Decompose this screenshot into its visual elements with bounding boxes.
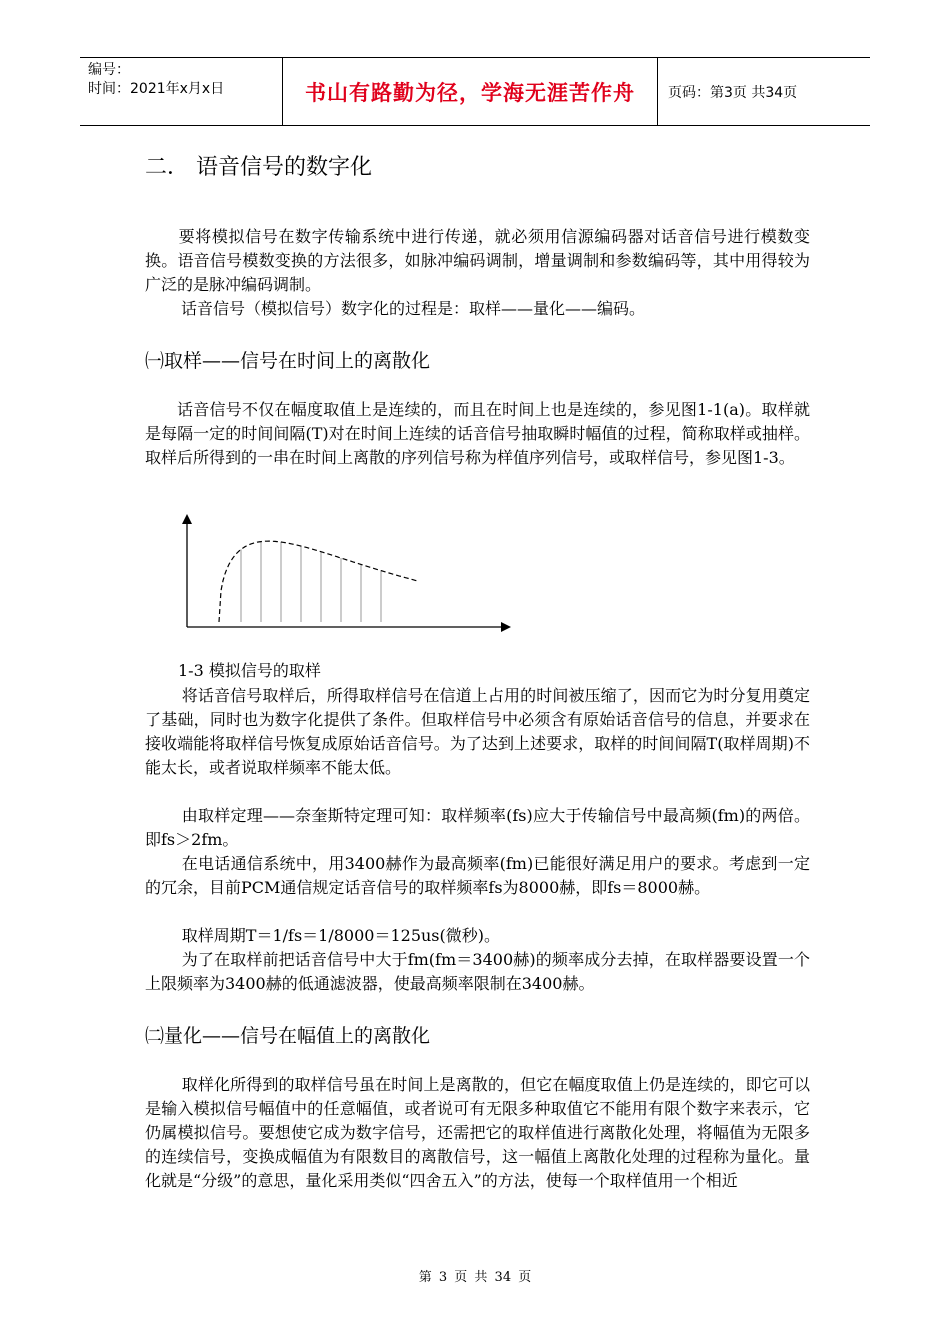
section-title: 二． 语音信号的数字化 xyxy=(145,155,372,180)
sampling-paragraph-2: 将话音信号取样后，所得取样信号在信道上占用的时间被压缩了，因而它为时分复用奠定了基础，同时也为数字化提供了条件。但取样信号中必须含有原始话音信号的信息，并要求在接收端能将取样信号恢复成原始话音信号。为了达到上述要求，取样的时间间隔T(取样周期)不能太长，或者说取样频率不能太低。 xyxy=(145,686,810,777)
time-axis-arrow-icon xyxy=(501,622,511,632)
header-page-info: 页码：第3页 共34页 xyxy=(668,84,798,101)
figure-caption: 1-3 模拟信号的取样 xyxy=(178,661,321,680)
amplitude-axis-arrow-icon xyxy=(182,514,192,524)
analog-signal-curve xyxy=(219,541,419,622)
sampling-paragraph-6: 为了在取样前把话音信号中大于fm(fm＝3400赫)的频率成分去掉，在取样器要设置一个上限频率为3400赫的低通滤波器，使最高频率限制在3400赫。 xyxy=(145,950,810,993)
subsection-title-quantization: ㈡量化——信号在幅值上的离散化 xyxy=(145,1025,431,1047)
header-motto: 书山有路勤为径，学海无涯苦作舟 xyxy=(282,58,658,125)
sampling-figure xyxy=(175,500,520,640)
sampling-paragraph-5: 取样周期T＝1/fs＝1/8000＝125us(微秒)。 xyxy=(181,926,501,945)
page-footer: 第 3 页 共 34 页 xyxy=(418,1270,532,1285)
intro-paragraph-1: 要将模拟信号在数字传输系统中进行传递，就必须用信源编码器对话音信号进行模数变换。语音信号模数变换的方法很多，如脉冲编码调制，增量调制和参数编码等，其中用得较为广泛的是脉冲编码调制。 xyxy=(145,227,810,294)
doc-number-label: 编号： xyxy=(88,62,130,78)
sampling-paragraph-4: 在电话通信系统中，用3400赫作为最高频率(fm)已能很好满足用户的要求。考虑到一定的冗余，目前PCM通信规定话音信号的取样频率fs为8000赫，即fs＝8000赫。 xyxy=(145,854,810,897)
sampling-paragraph-3: 由取样定理——奈奎斯特定理可知：取样频率(fs)应大于传输信号中最高频(fm)的两倍。即fs＞2fm。 xyxy=(145,806,810,849)
page-header xyxy=(80,57,870,126)
sample-lines xyxy=(241,542,381,622)
doc-time-label: 时间：2021年x月x日 xyxy=(88,81,225,97)
sampling-paragraph-1: 话音信号不仅在幅度取值上是连续的，而且在时间上也是连续的，参见图1-1(a)。取样就是每隔一定的时间间隔(T)对在时间上连续的话音信号抽取瞬时幅值的过程，简称取样或抽样。取样后所得到的一串在时间上离散的序列信号称为样值序列信号，或取样信号，参见图1-3。 xyxy=(145,400,810,467)
intro-paragraph-2: 话音信号（模拟信号）数字化的过程是：取样——量化——编码。 xyxy=(181,299,646,318)
subsection-title-sampling: ㈠取样——信号在时间上的离散化 xyxy=(145,350,431,372)
header-meta xyxy=(80,58,282,125)
quantization-paragraph-1: 取样化所得到的取样信号虽在时间上是离散的，但它在幅度取值上仍是连续的，即它可以是输入模拟信号幅值中的任意幅值，或者说可有无限多种取值它不能用有限个数字来表示，它仍属模拟信号。要想使它成为数字信号，还需把它的取样值进行离散化处理，将幅值为无限多的连续信号，变换成幅值为有限数目的离散信号，这一幅值上离散化处理的过程称为量化。量化就是“分级”的意思，量化采用类似“四舍五入”的方法，使每一个取样值用一个相近 xyxy=(145,1075,810,1190)
